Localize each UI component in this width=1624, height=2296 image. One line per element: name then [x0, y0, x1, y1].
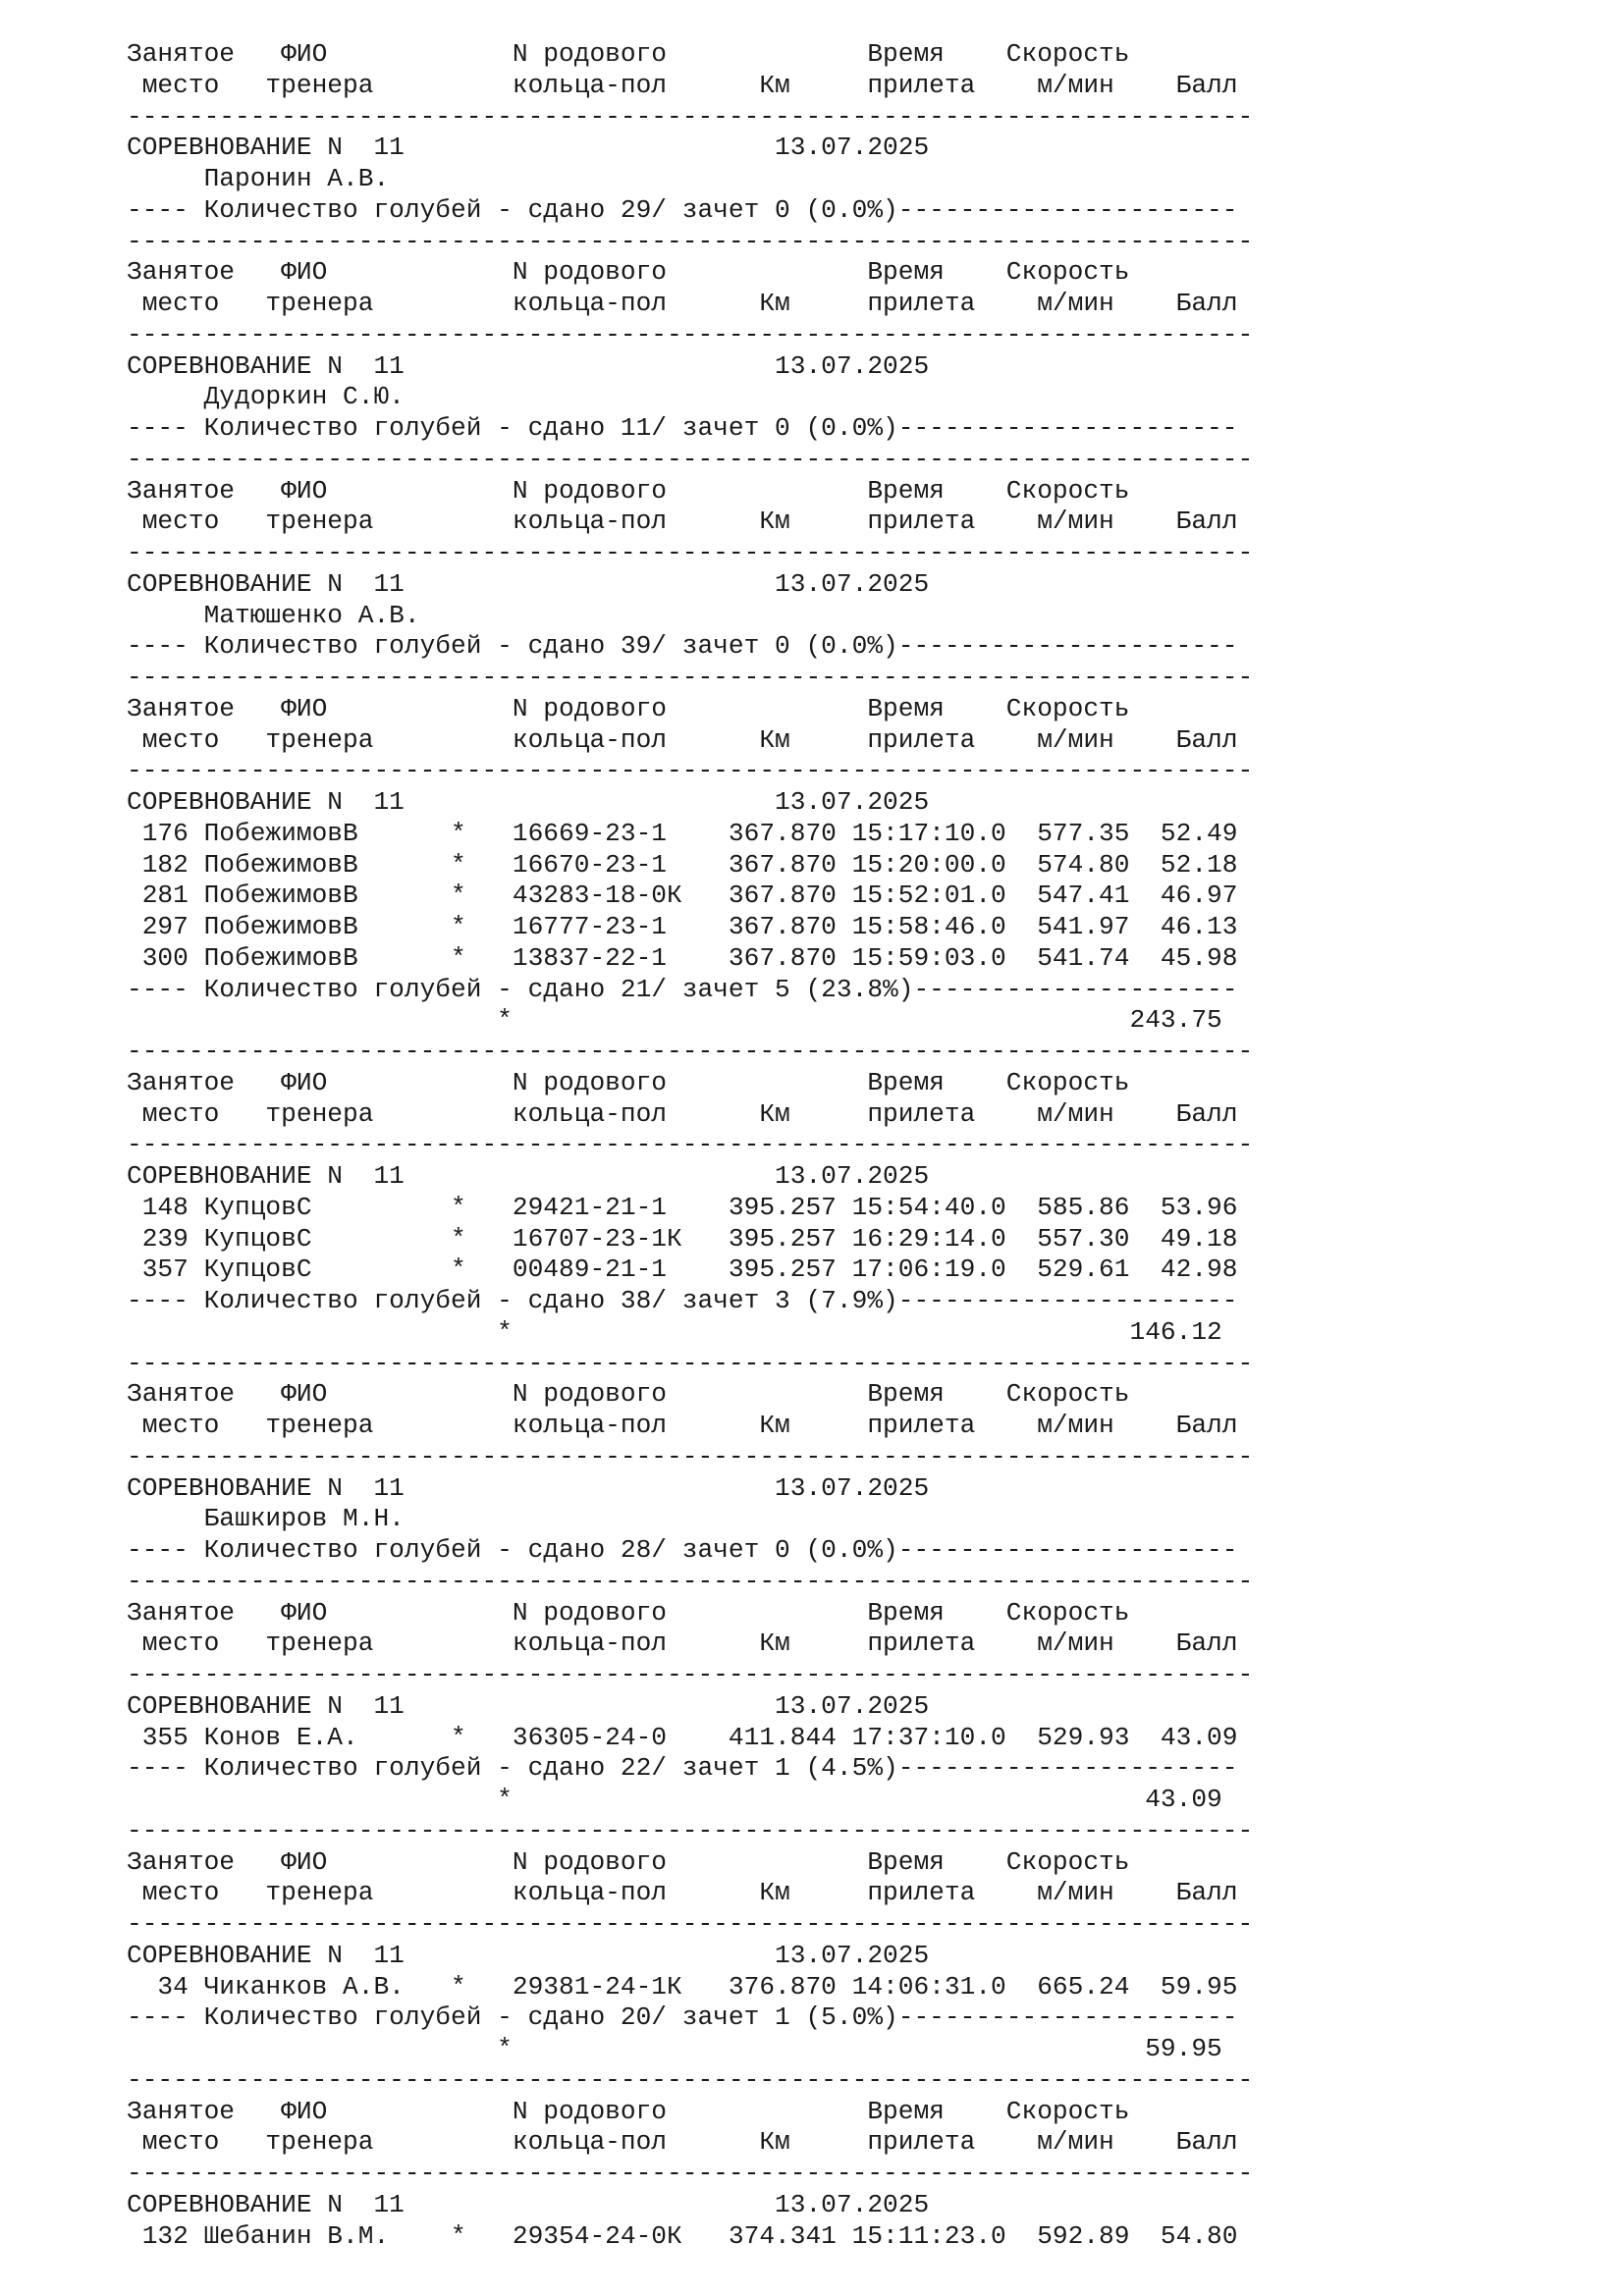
report-line: Занятое ФИО N родового Время Скорость: [127, 1597, 1130, 1628]
report-line: СОРЕВНОВАНИЕ N 11 13.07.2025: [127, 1472, 930, 1503]
report-line: место тренера кольца-пол Км прилета м/мин Балл: [127, 724, 1238, 755]
report-line: -------------------------------------------------------------------------: [127, 1909, 1254, 1939]
report-line: -------------------------------------------------------------------------: [127, 2064, 1254, 2095]
report-line: СОРЕВНОВАНИЕ N 11 13.07.2025: [127, 1161, 930, 1191]
competition-results-report: [127, 39, 1253, 2252]
report-line: место тренера кольца-пол Км прилета м/мин Балл: [127, 1098, 1238, 1129]
report-line: СОРЕВНОВАНИЕ N 11 13.07.2025: [127, 787, 930, 817]
report-line: место тренера кольца-пол Км прилета м/мин Балл: [127, 289, 1238, 318]
report-line: место тренера кольца-пол Км прилета м/мин Балл: [127, 507, 1238, 537]
report-line: место тренера кольца-пол Км прилета м/мин Балл: [127, 1411, 1238, 1440]
report-line: ---- Количество голубей - сдано 29/ зачет 0 (0.0%)----------------------: [127, 194, 1238, 225]
report-line: -------------------------------------------------------------------------: [127, 756, 1254, 786]
report-line: ---- Количество голубей - сдано 20/ зачет 1 (5.0%)----------------------: [127, 2002, 1238, 2033]
report-line: ---- Количество голубей - сдано 38/ зачет 3 (7.9%)----------------------: [127, 1286, 1238, 1315]
report-line: Занятое ФИО N родового Время Скорость: [127, 1067, 1130, 1097]
report-line: 355 Конов Е.А. * 36305-24-0 411.844 17:37:10.0 529.93 43.09: [127, 1722, 1238, 1752]
report-line: -------------------------------------------------------------------------: [127, 1037, 1254, 1066]
report-line: СОРЕВНОВАНИЕ N 11 13.07.2025: [127, 568, 930, 599]
report-line: 132 Шебанин В.М. * 29354-24-0К 374.341 15:11:23.0 592.89 54.80: [127, 2220, 1238, 2251]
report-line: -------------------------------------------------------------------------: [127, 1441, 1254, 1471]
report-line: СОРЕВНОВАНИЕ N 11 13.07.2025: [127, 1690, 930, 1721]
report-line: место тренера кольца-пол Км прилета м/мин Балл: [127, 1629, 1238, 1659]
report-line: -------------------------------------------------------------------------: [127, 444, 1254, 474]
report-line: -------------------------------------------------------------------------: [127, 663, 1254, 692]
report-line: -------------------------------------------------------------------------: [127, 1348, 1254, 1378]
report-line: Занятое ФИО N родового Время Скорость: [127, 2096, 1130, 2126]
report-line: Башкиров М.Н.: [127, 1504, 405, 1534]
report-line: Занятое ФИО N родового Время Скорость: [127, 39, 1130, 69]
report-line: место тренера кольца-пол Км прилета м/мин Балл: [127, 70, 1238, 100]
report-line: СОРЕВНОВАНИЕ N 11 13.07.2025: [127, 133, 930, 163]
report-line: Матюшенко А.В.: [127, 600, 420, 630]
report-line: 357 КупцовС * 00489-21-1 395.257 17:06:19.0 529.61 42.98: [127, 1255, 1238, 1285]
report-line: Занятое ФИО N родового Время Скорость: [127, 1379, 1130, 1410]
report-line: -------------------------------------------------------------------------: [127, 1130, 1254, 1160]
report-line: Паронин А.В.: [127, 164, 390, 193]
report-line: Занятое ФИО N родового Время Скорость: [127, 475, 1130, 506]
report-line: ---- Количество голубей - сдано 28/ зачет 0 (0.0%)----------------------: [127, 1535, 1238, 1565]
report-line: * 243.75: [127, 1005, 1222, 1036]
report-line: Занятое ФИО N родового Время Скорость: [127, 257, 1130, 288]
report-line: Занятое ФИО N родового Время Скорость: [127, 693, 1130, 723]
report-line: ---- Количество голубей - сдано 22/ зачет 1 (4.5%)----------------------: [127, 1753, 1238, 1784]
report-line: * 59.95: [127, 2034, 1222, 2063]
report-line: место тренера кольца-пол Км прилета м/мин Балл: [127, 1878, 1238, 1908]
report-line: ---- Количество голубей - сдано 11/ зачет 0 (0.0%)----------------------: [127, 413, 1238, 443]
report-line: * 43.09: [127, 1785, 1222, 1814]
report-line: 239 КупцовС * 16707-23-1К 395.257 16:29:14.0 557.30 49.18: [127, 1223, 1238, 1254]
report-line: Дудоркин С.Ю.: [127, 382, 405, 412]
report-line: 182 ПобежимовВ * 16670-23-1 367.870 15:20:00.0 574.80 52.18: [127, 849, 1238, 880]
report-line: -------------------------------------------------------------------------: [127, 1815, 1254, 1845]
report-line: 297 ПобежимовВ * 16777-23-1 367.870 15:58:46.0 541.97 46.13: [127, 912, 1238, 941]
report-line: СОРЕВНОВАНИЕ N 11 13.07.2025: [127, 2189, 930, 2219]
report-line: 34 Чиканков А.В. * 29381-24-1К 376.870 14:06:31.0 665.24 59.95: [127, 1971, 1238, 2002]
report-line: -------------------------------------------------------------------------: [127, 226, 1254, 256]
report-line: СОРЕВНОВАНИЕ N 11 13.07.2025: [127, 350, 930, 381]
report-line: СОРЕВНОВАНИЕ N 11 13.07.2025: [127, 1940, 930, 1970]
report-line: -------------------------------------------------------------------------: [127, 1660, 1254, 1689]
report-line: -------------------------------------------------------------------------: [127, 538, 1254, 567]
report-line: -------------------------------------------------------------------------: [127, 101, 1254, 132]
report-line: -------------------------------------------------------------------------: [127, 319, 1254, 349]
report-line: место тренера кольца-пол Км прилета м/мин Балл: [127, 2127, 1238, 2158]
report-line: ---- Количество голубей - сдано 21/ зачет 5 (23.8%)---------------------: [127, 974, 1238, 1004]
report-line: * 146.12: [127, 1316, 1222, 1347]
report-line: 176 ПобежимовВ * 16669-23-1 367.870 15:17:10.0 577.35 52.49: [127, 818, 1238, 848]
report-line: -------------------------------------------------------------------------: [127, 2159, 1254, 2188]
report-line: -------------------------------------------------------------------------: [127, 1566, 1254, 1596]
report-line: 300 ПобежимовВ * 13837-22-1 367.870 15:59:03.0 541.74 45.98: [127, 942, 1238, 973]
report-line: 148 КупцовС * 29421-21-1 395.257 15:54:40.0 585.86 53.96: [127, 1192, 1238, 1222]
report-line: Занятое ФИО N родового Время Скорость: [127, 1846, 1130, 1877]
report-line: 281 ПобежимовВ * 43283-18-0К 367.870 15:52:01.0 547.41 46.97: [127, 881, 1238, 911]
report-line: ---- Количество голубей - сдано 39/ зачет 0 (0.0%)----------------------: [127, 631, 1238, 662]
